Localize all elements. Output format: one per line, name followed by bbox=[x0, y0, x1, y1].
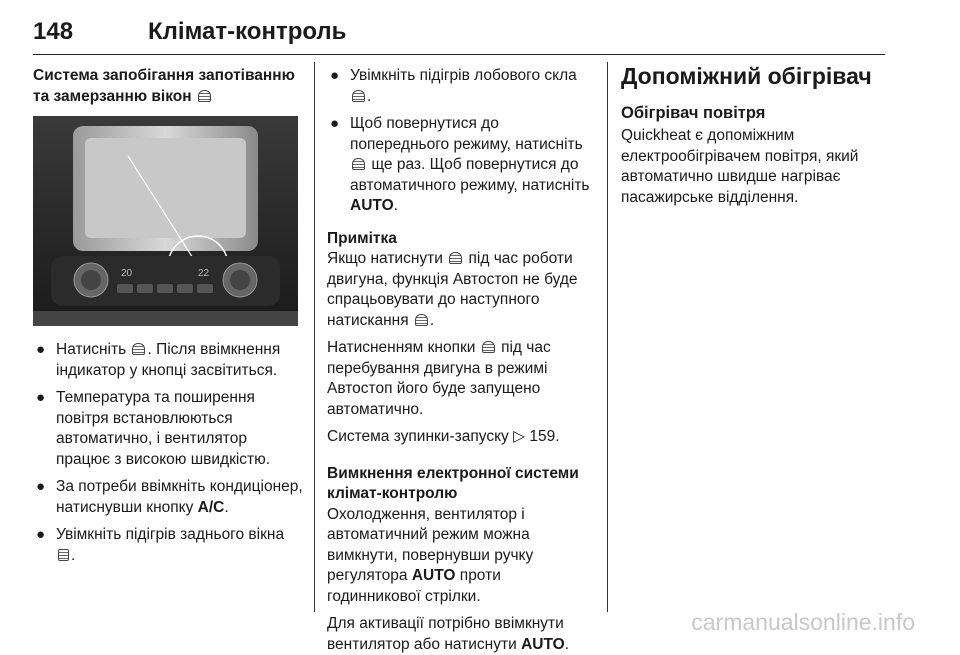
bullet-3: ● За потреби ввімкніть кондиціонер, натиснувши кнопку A/C. bbox=[36, 478, 303, 516]
column-2 bbox=[327, 54, 597, 655]
temp-right-label: 22 bbox=[198, 268, 210, 279]
rear-window-heat-icon bbox=[58, 549, 69, 561]
bullet-1: ● Натисніть . Після ввімкнення індикатор у кнопці засвітиться. bbox=[36, 341, 281, 379]
note-paragraph-1: Якщо натиснути під час роботи двигуна, функція Автостоп не буде спрацьовувати до наступного натискання . bbox=[327, 250, 578, 329]
aux-heater-heading: Допоміжний обігрівач bbox=[621, 63, 872, 89]
bullet-2: ● Температура та поширення повітря встановлюються автоматично, і вентилятор працює з високою швидкістю. bbox=[36, 389, 271, 468]
column-3 bbox=[621, 54, 886, 208]
defrost-max-icon bbox=[415, 314, 428, 326]
temp-left-label: 20 bbox=[121, 268, 133, 279]
bullet-4: ● Увімкніть підігрів заднього вікна . bbox=[36, 526, 285, 564]
column-divider-1 bbox=[314, 62, 315, 612]
defrost-max-icon bbox=[198, 90, 211, 102]
climate-panel-photo bbox=[33, 116, 298, 326]
defrost-max-icon bbox=[449, 252, 462, 264]
paragraph-activate: Для активації потрібно ввімкнути вентилятор або натиснути AUTO. bbox=[327, 615, 570, 653]
arrow-icon: ▷ bbox=[513, 428, 526, 445]
quickheat-paragraph: Quickheat є допоміжним електрообігрівачем повітря, який автоматично швидше нагріває пасажирське відділення. bbox=[621, 127, 859, 206]
column-divider-2 bbox=[607, 62, 608, 612]
bullet-5: ● Увімкніть підігрів лобового скла . bbox=[330, 67, 577, 105]
page-title: Клімат-контроль bbox=[148, 18, 347, 45]
column-1 bbox=[33, 54, 303, 566]
page-header bbox=[33, 14, 885, 55]
bullet-6: ● Щоб повернутися до попереднього режиму, натисніть ще раз. Щоб повернутися до автоматичного режиму, натисніть AUTO. bbox=[330, 115, 590, 214]
defrost-max-icon bbox=[352, 158, 365, 170]
defrost-max-icon bbox=[482, 341, 495, 353]
page-number: 148 bbox=[33, 18, 74, 45]
windscreen-heat-icon bbox=[352, 90, 365, 102]
subsection-heading: Вимкнення електронної системи клімат-контролю bbox=[327, 464, 579, 502]
paragraph-off: Охолодження, вентилятор і автоматичний режим можна вимкнути, повернувши ручку регулятора AUTO проти годинникової стрілки. bbox=[327, 505, 534, 605]
defrost-max-icon bbox=[132, 343, 145, 355]
defog-heading: Система запобігання запотіванню та замерзанню вікон bbox=[33, 67, 295, 105]
note-heading: Примітка bbox=[327, 229, 397, 247]
cross-reference[interactable]: Система зупинки-запуску ▷ 159. bbox=[327, 428, 560, 445]
watermark: carmanualsonline.info bbox=[691, 609, 915, 635]
air-heater-heading: Обігрівач повітря bbox=[621, 104, 766, 122]
note-paragraph-2: Натисненням кнопки під час перебування двигуна в режимі Автостоп його буде запущено автоматично. bbox=[327, 339, 551, 418]
